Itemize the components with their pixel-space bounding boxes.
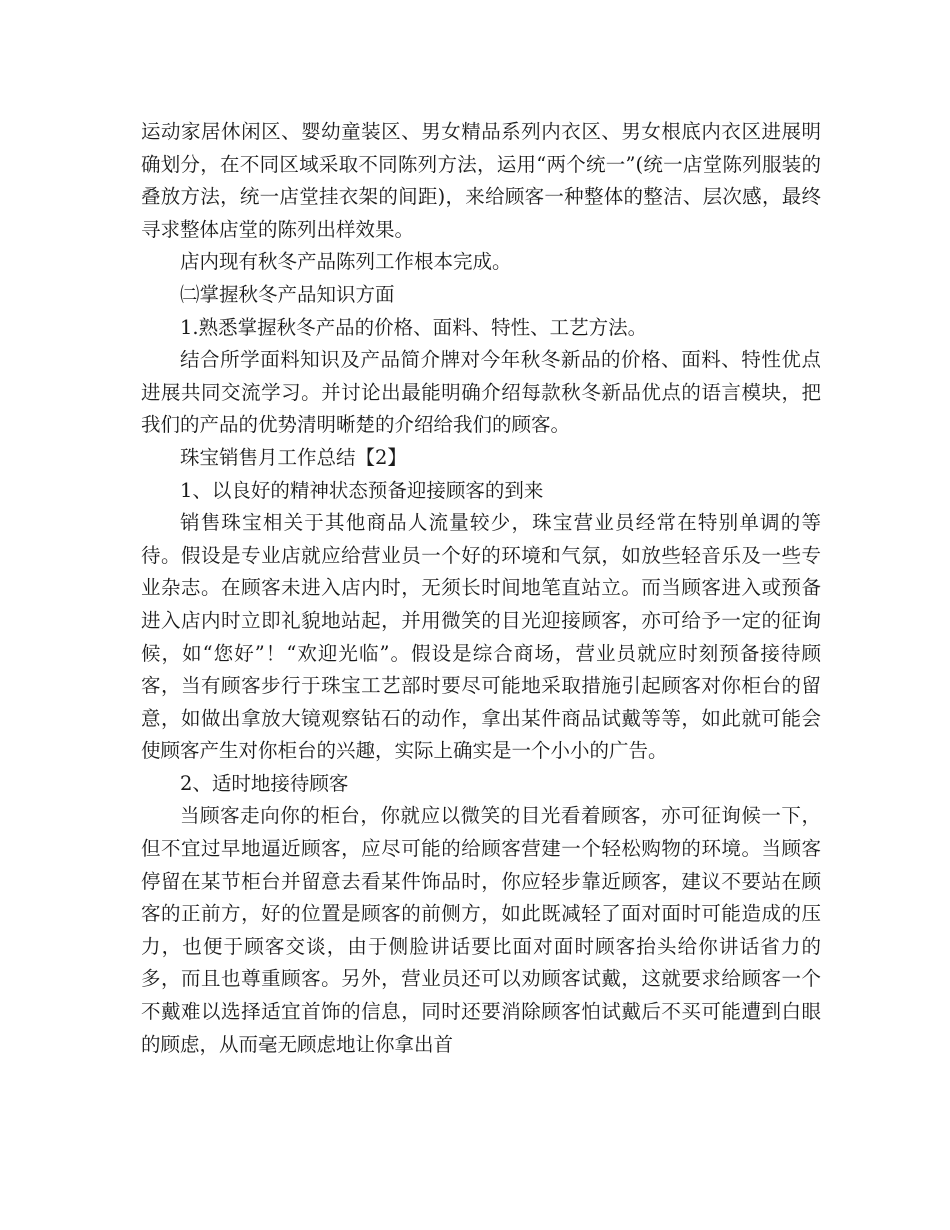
document-body	[141, 116, 821, 1061]
paragraph-continuation: 运动家居休闲区、婴幼童装区、男女精品系列内衣区、男女根底内衣区进展明确划分，在不同区域采取不同陈列方法，运用“两个统一”(统一店堂陈列服装的叠放方法，统一店堂挂衣架的间距)，来给顾客一种整体的整洁、层次感，最终寻求整体店堂的陈列出样效果。	[141, 120, 821, 241]
list-item-spirit: 1、以良好的精神状态预备迎接顾客的到来	[180, 478, 544, 502]
section-heading-product-knowledge: ㈡掌握秋冬产品知识方面	[180, 282, 395, 306]
paragraph-display-status: 店内现有秋冬产品陈列工作根本完成。	[180, 250, 512, 274]
paragraph-waiting: 销售珠宝相关于其他商品人流量较少，珠宝营业员经常在特别单调的等待。假设是专业店就应给营业员一个好的环境和气氛，如放些轻音乐及一些专业杂志。在顾客未进入店内时，无须长时间地笔直站立。而当顾客进入或预备进入店内时立即礼貌地站起，并用微笑的目光迎接顾客，亦可给予一定的征询候，如“您好”！“欢迎光临”。假设是综合商场，营业员就应时刻预备接待顾客，当有顾客步行于珠宝工艺部时要尽可能地采取措施引起顾客对你柜台的留意，如做出拿放大镜观察钻石的动作，拿出某件商品试戴等等，如此就可能会使顾客产生对你柜台的兴趣，实际上确实是一个小小的广告。	[141, 511, 821, 763]
paragraph-approach: 当顾客走向你的柜台，你就应以微笑的目光看着顾客，亦可征询候一下，但不宜过早地逼近顾客，应尽可能的给顾客营建一个轻松购物的环境。当顾客停留在某节柜台并留意去看某件饰品时，你应轻步靠近顾客，建议不要站在顾客的正前方，好的位置是顾客的前侧方，如此既减轻了面对面时可能造成的压力，也便于顾客交谈，由于侧脸讲话要比面对面时顾客抬头给你讲话省力的多，而且也尊重顾客。另外，营业员还可以劝顾客试戴，这就要求给顾客一个不戴难以选择适宜首饰的信息，同时还要消除顾客怕试戴后不买可能遭到白眼的顾虑，从而毫无顾虑地让你拿出首	[141, 804, 821, 1056]
paragraph-fabric-study: 结合所学面料知识及产品简介牌对今年秋冬新品的价格、面料、特性优点进展共同交流学习。并讨论出最能明确介绍每款秋冬新品优点的语言模块，把我们的产品的优势清明晰楚的介绍给我们的顾客。	[141, 348, 821, 437]
list-item-product-familiarity: 1.熟悉掌握秋冬产品的价格、面料、特性、工艺方法。	[180, 315, 648, 339]
list-item-timely-reception: 2、适时地接待顾客	[180, 771, 349, 795]
document-title-jewelry-summary: 珠宝销售月工作总结【2】	[180, 445, 407, 469]
